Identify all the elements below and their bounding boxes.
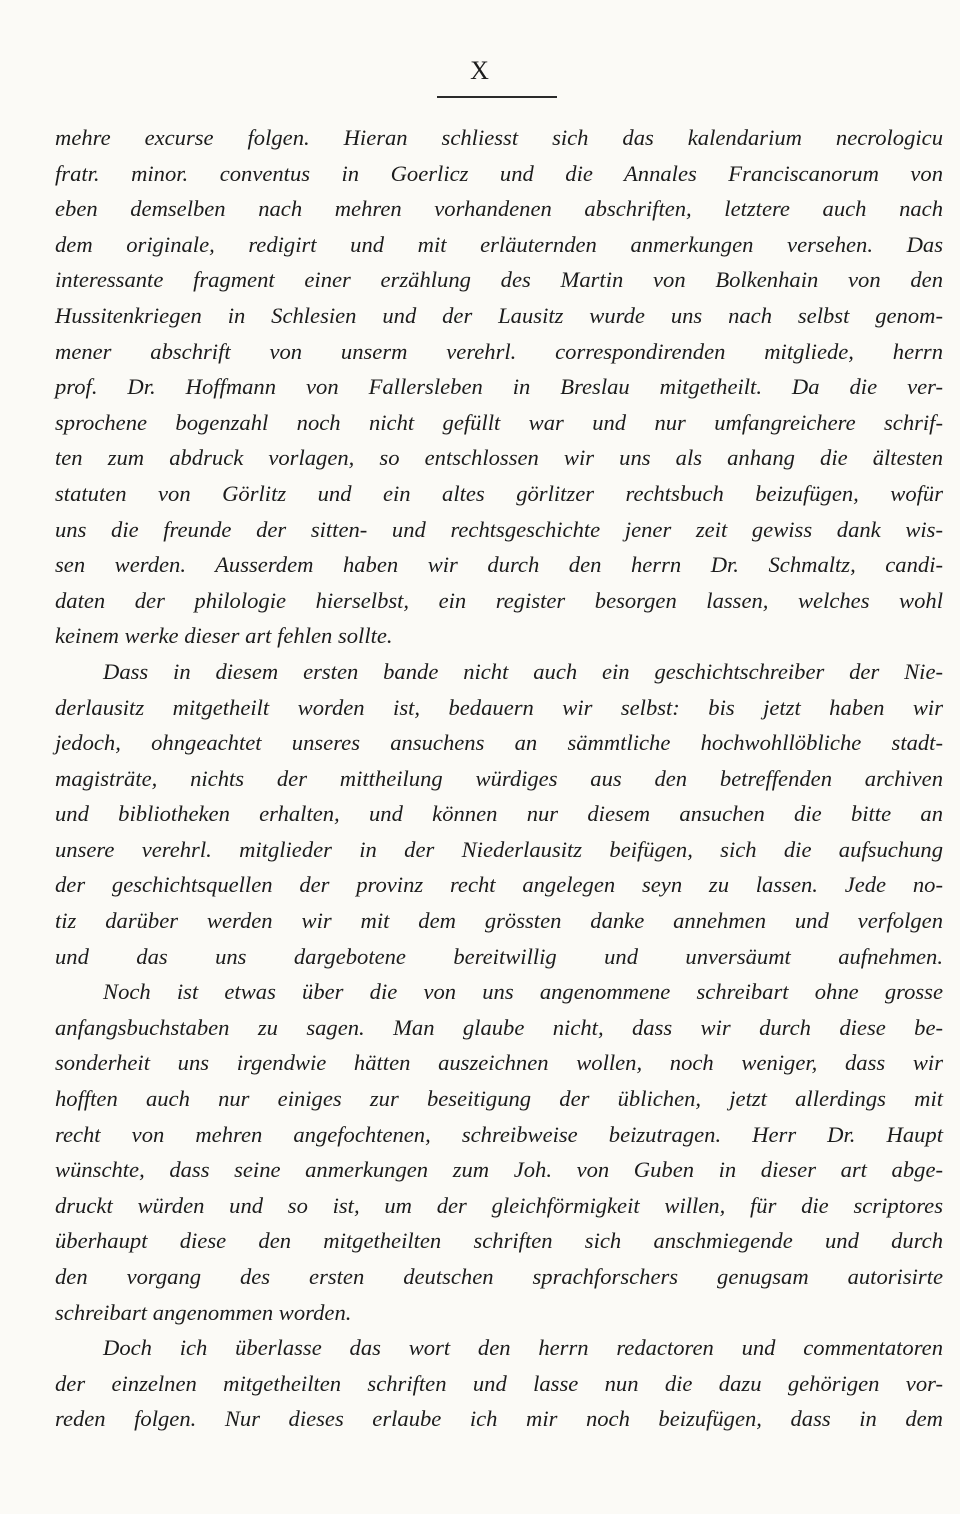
text-line: und bibliotheken erhalten, und können nur diesem ansuchen die bitte an bbox=[55, 801, 943, 827]
text-line: schreibart angenommen worden. bbox=[55, 1299, 352, 1325]
text-line: wünschte, dass seine anmerkungen zum Joh. von Guben in dieser art abge- bbox=[55, 1157, 943, 1183]
text-line: daten der philologie hierselbst, ein register besorgen lassen, welches wohl bbox=[55, 587, 943, 613]
text-line: prof. Dr. Hoffmann von Fallersleben in Breslau mitgetheilt. Da die ver- bbox=[55, 374, 943, 400]
text-line: der geschichtsquellen der provinz recht angelegen seyn zu lassen. Jede no- bbox=[55, 872, 943, 898]
text-line: interessante fragment einer erzählung des Martin von Bolkenhain von den bbox=[55, 267, 943, 293]
text-line: eben demselben nach mehren vorhandenen abschriften, letztere auch nach bbox=[55, 196, 943, 222]
text-line: der einzelnen mitgetheilten schriften und lasse nun die dazu gehörigen vor- bbox=[55, 1370, 943, 1396]
text-line: mehre excurse folgen. Hieran schliesst sich das kalendarium necrologicu bbox=[55, 125, 943, 150]
text-line: sonderheit uns irgendwie hätten auszeichnen wollen, noch weniger, dass wir bbox=[55, 1050, 943, 1076]
text-line: dem originale, redigirt und mit erläuternden anmerkungen versehen. Das bbox=[55, 231, 943, 257]
text-line: hofften auch nur einiges zur beseitigung der üblichen, jetzt allerdings mit bbox=[55, 1086, 943, 1112]
text-line: reden folgen. Nur dieses erlaube ich mir noch beizufügen, dass in dem bbox=[55, 1406, 943, 1432]
text-line: den vorgang des ersten deutschen sprachforschers genugsam autorisirte bbox=[55, 1264, 943, 1289]
text-line: unsere verehrl. mitglieder in der Niederlausitz beifügen, sich die aufsuchung bbox=[55, 836, 943, 862]
text-line: statuten von Görlitz und ein altes görlitzer rechtsbuch beizufügen, wofür bbox=[55, 480, 943, 506]
text-line: jedoch, ohngeachtet unseres ansuchens an sämmtliche hochwohllöbliche stadt- bbox=[55, 730, 943, 756]
text-line: Noch ist etwas über die von uns angenommene schreibart ohne grosse bbox=[103, 979, 943, 1005]
text-line: recht von mehren angefochtenen, schreibweise beizutragen. Herr Dr. Haupt bbox=[55, 1121, 943, 1147]
text-line: uns die freunde der sitten- und rechtsgeschichte jener zeit gewiss dank wis- bbox=[55, 516, 943, 542]
text-line: sprochene bogenzahl noch nicht gefüllt war und nur umfangreichere schrif- bbox=[55, 409, 943, 435]
text-line: magisträte, nichts der mittheilung würdiges aus den betreffenden archiven bbox=[55, 765, 943, 791]
page-number: X bbox=[470, 56, 490, 85]
text-line: anfangsbuchstaben zu sagen. Man glaube nicht, dass wir durch diese be- bbox=[55, 1014, 943, 1040]
text-line: Dass in diesem ersten bande nicht auch ein geschichtschreiber der Nie- bbox=[103, 658, 943, 684]
text-line: fratr. minor. conventus in Goerlicz und die Annales Franciscanorum von bbox=[55, 160, 943, 186]
text-line: tiz darüber werden wir mit dem grössten danke annehmen und verfolgen bbox=[55, 908, 943, 934]
text-line: Doch ich überlasse das wort den herrn redactoren und commentatoren bbox=[103, 1335, 943, 1361]
text-line: ten zum abdruck vorlagen, so entschlossen wir uns als anhang die ältesten bbox=[55, 445, 943, 471]
text-line: und das uns dargebotene bereitwillig und unversäumt aufnehmen. bbox=[55, 943, 943, 969]
text-line: keinem werke dieser art fehlen sollte. bbox=[55, 623, 393, 649]
text-line: mener abschrift von unserm verehrl. correspondirenden mitgliede, herrn bbox=[55, 338, 943, 364]
text-line: sen werden. Ausserdem haben wir durch den herrn Dr. Schmaltz, candi- bbox=[55, 552, 943, 578]
header-rule bbox=[437, 96, 557, 98]
text-line: derlausitz mitgetheilt worden ist, bedauern wir selbst: bis jetzt haben wir bbox=[55, 694, 943, 720]
text-line: druckt würden und so ist, um der gleichförmigkeit willen, für die scriptores bbox=[55, 1192, 943, 1218]
body-text bbox=[55, 120, 943, 1437]
text-line: Hussitenkriegen in Schlesien und der Lausitz wurde uns nach selbst genom- bbox=[55, 302, 943, 328]
text-line: überhaupt diese den mitgetheilten schriften sich anschmiegende und durch bbox=[55, 1228, 943, 1254]
